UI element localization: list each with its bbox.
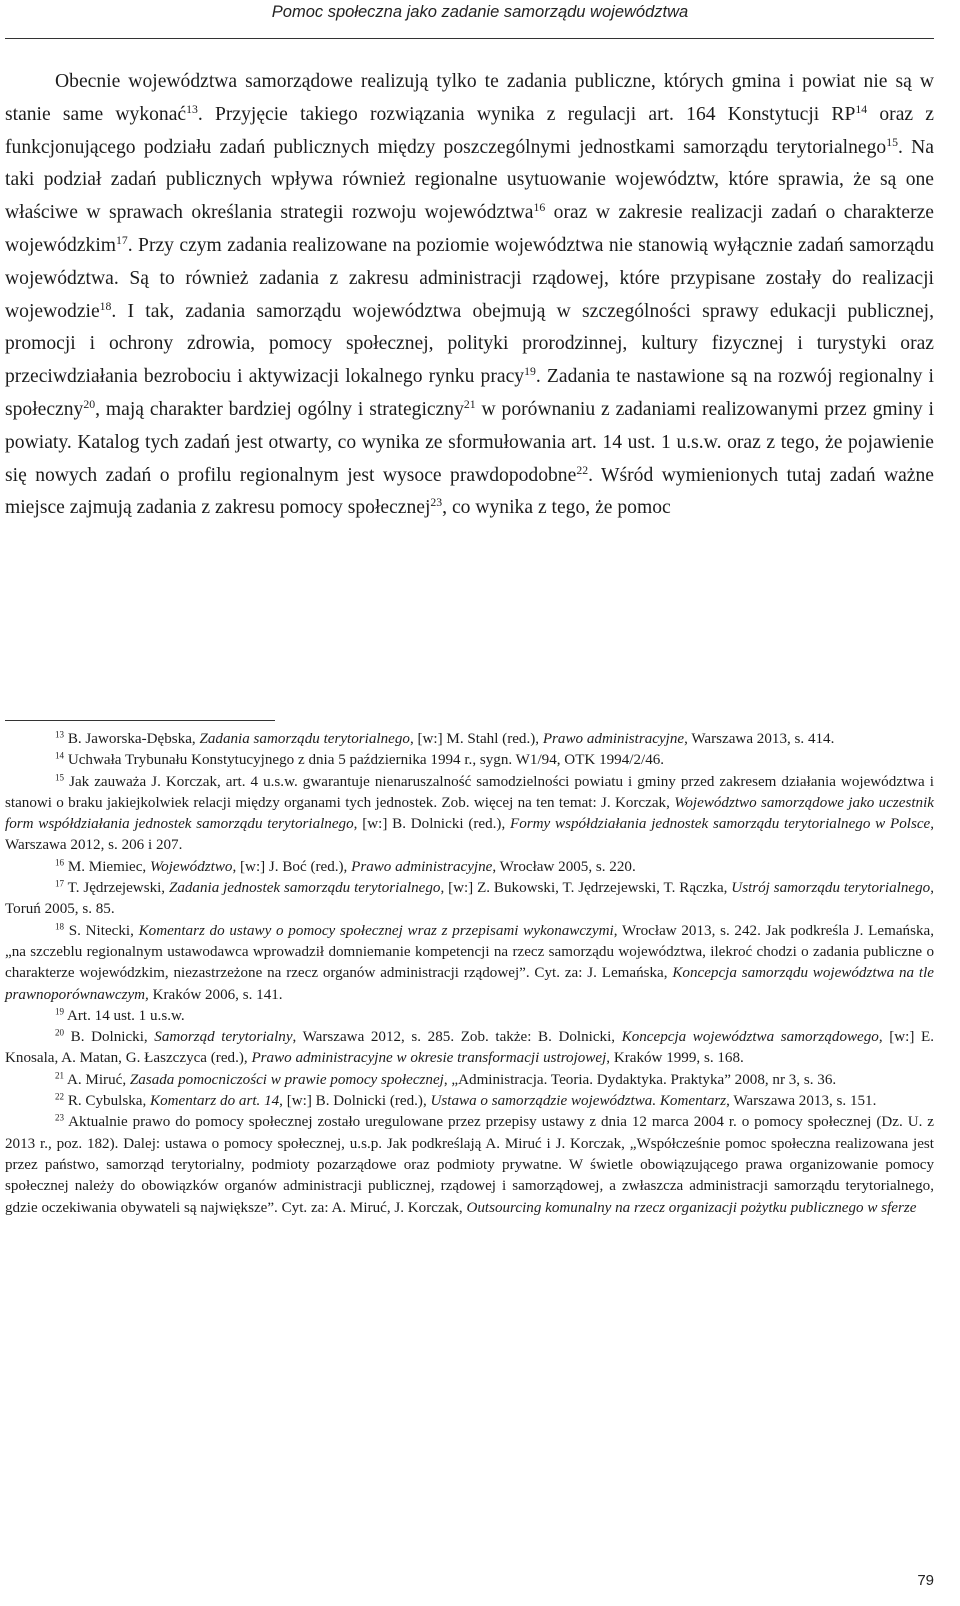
footnote-title: Zadania jednostek samorządu terytorialnego bbox=[168, 880, 441, 897]
footnote bbox=[5, 1070, 934, 1091]
footnote bbox=[5, 750, 934, 771]
footnote-title: Ustrój samorządu terytorialnego bbox=[731, 880, 931, 897]
footnote-text: , Kraków 1999, s. 168. bbox=[606, 1050, 744, 1067]
footnote-text: , „Administracja. Teoria. Dydaktyka. Praktyka” 2008, nr 3, s. 36. bbox=[443, 1071, 837, 1088]
footnote-title: Komentarz do ustawy o pomocy społecznej wraz z przepisami wykonawczymi bbox=[138, 922, 614, 939]
footnote-title: Komentarz do art. 14 bbox=[150, 1093, 280, 1110]
footnote-ref: 19 bbox=[524, 365, 536, 379]
footnote bbox=[5, 878, 934, 921]
body-text: Obecnie województwa samorządowe realizują tylko te zadania publiczne, których gmina i powiat nie są w stanie same wykonać bbox=[5, 71, 934, 125]
footnote bbox=[5, 1112, 934, 1218]
footnote-text: , Toruń 2005, s. 85. bbox=[5, 880, 934, 918]
body-text: . Przy czym zadania realizowane na poziomie województwa nie stanowią wyłącznie zadań samorządu województwa. Są to również zadania z zakresu administracji rządowej, które przypisane zostały do realizacji wojewodzie bbox=[5, 234, 934, 322]
footnote-text: , [w:] E. Knosala, A. Matan, G. Łaszczyca (red.), bbox=[5, 1029, 934, 1067]
body-text: . I tak, zadania samorządu województwa obejmują w szczególności sprawy edukacji publicznej, promocji i ochrony zdrowia, pomocy społecznej, polityki prorodzinnej, kultury fizycznej i turystyki oraz przeciwdziałania bezrobociu i aktywizacji lokalnego rynku pracy bbox=[5, 300, 934, 388]
footnote-title: Ustawa o samorządzie województwa. Komentarz bbox=[430, 1093, 727, 1110]
footnote-ref: 13 bbox=[186, 102, 198, 116]
footnote-text: , Warszawa 2012, s. 206 i 207. bbox=[5, 816, 935, 854]
footnote-text: , Warszawa 2013, s. 414. bbox=[684, 731, 835, 747]
footnote-number: 23 bbox=[55, 1112, 65, 1123]
footnote-number: 22 bbox=[55, 1091, 65, 1102]
footnote-title: Zadania samorządu terytorialnego bbox=[199, 731, 410, 747]
footnote-separator bbox=[5, 720, 275, 721]
footnote-text: , Wrocław 2013, s. 242. Jak podkreśla J. Lemańska, „na szczeblu regionalnym ustawodawca wprowadził domniemanie kompetencji na rzecz samorządu województwa, ilekroć chodzi o zadania publiczne o charakterze wojewódzkim, niezastrzeżone na rzecz organów administracji rządowej”. Cyt. za: J. Lemańska, bbox=[5, 922, 934, 982]
body-text: . Zadania te nastawione są na rozwój regionalny i społeczny bbox=[5, 366, 934, 420]
footnote-ref: 21 bbox=[463, 397, 476, 411]
footnote-text: , [w:] M. Stahl (red.), bbox=[409, 731, 543, 747]
footnote-ref: 16 bbox=[533, 201, 546, 215]
body-text: w porównaniu z zadaniami realizowanymi przez gminy i powiaty. Katalog tych zadań jest otwarty, co wynika ze sformułowania art. 14 ust. 1 u.s.w. oraz z tego, że pojawienie się nowych zadań o profilu regionalnym jest wysoce prawdopodobne bbox=[5, 398, 935, 486]
footnote bbox=[5, 1091, 934, 1112]
footnote bbox=[5, 772, 934, 857]
body-text: , mają charakter bardziej ogólny i strategiczny bbox=[95, 398, 464, 420]
body-text: oraz w zakresie realizacji zadań o charakterze wojewódzkim bbox=[5, 202, 934, 256]
footnote-title: Prawo administracyjne w okresie transformacji ustrojowej bbox=[251, 1050, 607, 1067]
footnotes bbox=[5, 729, 934, 1219]
page-number: 79 bbox=[917, 1572, 934, 1589]
footnote-number: 13 bbox=[55, 729, 65, 740]
footnote-text: A. Miruć, bbox=[64, 1071, 130, 1088]
body-text: . Przyjęcie takiego rozwiązania wynika z regulacji art. 164 Konstytucji RP bbox=[197, 103, 856, 125]
footnote-ref: 15 bbox=[886, 135, 898, 149]
footnote-text: , Warszawa 2012, s. 285. Zob. także: B. Dolnicki, bbox=[292, 1029, 622, 1046]
footnote-text: , [w:] B. Dolnicki (red.), bbox=[353, 816, 510, 833]
body-text: . Na taki podział zadań publicznych wpływa również regionalne usytuowanie województw, które sprawia, że są one właściwe w sprawach określania strategii rozwoju województwa bbox=[5, 136, 934, 224]
footnote-text: B. Jaworska-Dębska, bbox=[64, 731, 200, 747]
footnote-title: Formy współdziałania jednostek samorządu terytorialnego w Polsce bbox=[510, 816, 931, 833]
body-text: . Wśród wymienionych tutaj zadań ważne miejsce zajmują zadania z zakresu pomocy społecznej bbox=[5, 464, 934, 519]
footnote-ref: 20 bbox=[83, 397, 96, 411]
footnote-ref: 23 bbox=[430, 496, 443, 510]
footnote-text: , [w:] J. Boć (red.), bbox=[232, 858, 352, 875]
footnote bbox=[5, 921, 934, 1006]
footnote-ref: 22 bbox=[576, 463, 589, 477]
footnote-title: Koncepcja samorządu województwa na tle prawnoporównawczym, bbox=[5, 965, 934, 1003]
footnote bbox=[5, 729, 934, 750]
footnote bbox=[5, 1027, 934, 1070]
main-paragraph bbox=[5, 66, 934, 525]
footnote-number: 15 bbox=[55, 772, 65, 783]
footnote-text: , [w:] Z. Bukowski, T. Jędrzejewski, T. Rączka, bbox=[440, 880, 732, 897]
header-rule bbox=[5, 38, 934, 39]
footnote bbox=[5, 1006, 934, 1027]
footnote-ref: 18 bbox=[99, 299, 112, 313]
footnote-title: Zasada pomocniczości w prawie pomocy społecznej bbox=[129, 1071, 444, 1088]
footnote-text: M. Miemiec, bbox=[64, 858, 150, 875]
footnote-number: 19 bbox=[55, 1006, 65, 1017]
body-text: oraz z funkcjonującego podziału zadań publicznych między poszczególnymi jednostkami samorządu terytorialnego bbox=[5, 103, 934, 158]
footnote-number: 17 bbox=[55, 878, 65, 889]
footnote-text: Uchwała Trybunału Konstytucyjnego z dnia 5 października 1994 r., sygn. W1/94, OTK 1994/2/46. bbox=[64, 752, 665, 769]
footnote-text: Aktualnie prawo do pomocy społecznej zostało uregulowane przez przepisy ustawy z dnia 12 marca 2004 r. o pomocy społecznej (Dz. U. z 2013 r., poz. 182). Dalej: ustawa o pomocy społecznej, u.s.p. Jak podkreślają A. Miruć i J. Korczak, „Współcześnie pomoc społeczna realizowana jest przez państwo, samorząd terytorialny, podmioty pozarządowe oraz podmioty prywatne. W świetle obowiązującego prawa organizowanie pomocy społecznej należy do obowiązków organów administracji publicznej, rządowej i samorządowej, a zwłaszcza administracji samorządu terytorialnego, gdzie oczekiwania obywateli są największe”. Cyt. za: A. Miruć, J. Korczak, bbox=[5, 1114, 934, 1216]
footnote-text: R. Cybulska, bbox=[64, 1093, 151, 1110]
footnote-title: Prawo administracyjne bbox=[351, 858, 493, 875]
footnote-title: Województwo bbox=[149, 858, 233, 875]
footnote bbox=[5, 857, 934, 878]
footnote-text: S. Nitecki, bbox=[64, 922, 139, 939]
footnote-title: Outsourcing komunalny na rzecz organizacji pożytku publicznego w sferze bbox=[466, 1199, 917, 1216]
footnote-text: , Warszawa 2013, s. 151. bbox=[726, 1093, 877, 1110]
footnote-text: B. Dolnicki, bbox=[64, 1029, 155, 1046]
footnote-title: Województwo samorządowe jako uczestnik form współdziałania jednostek samorządu terytorialnego bbox=[5, 794, 934, 833]
footnote-title: Koncepcja województwa samorządowego bbox=[621, 1029, 879, 1046]
footnote-text: Art. 14 ust. 1 u.s.w. bbox=[64, 1007, 185, 1024]
footnote-ref: 17 bbox=[116, 233, 128, 247]
footnote-number: 21 bbox=[55, 1070, 65, 1081]
footnote-text: Kraków 2006, s. 141. bbox=[148, 986, 283, 1003]
footnote-text: , Wrocław 2005, s. 220. bbox=[492, 858, 636, 875]
footnote-text: , [w:] B. Dolnicki (red.), bbox=[279, 1093, 431, 1110]
footnote-title: Samorząd terytorialny bbox=[154, 1029, 293, 1046]
footnote-number: 14 bbox=[55, 750, 65, 761]
footnote-text: Jak zauważa J. Korczak, art. 4 u.s.w. gwarantuje nienaruszalność samodzielności powiatu i gminy przed zakresem działania województwa i stanowi o braku jakiejkolwiek relacji między organami tych jednostek. Zob. więcej na ten temat: J. Korczak, bbox=[5, 773, 934, 811]
footnote-text: T. Jędrzejewski, bbox=[64, 880, 169, 897]
footnote-number: 16 bbox=[55, 857, 65, 868]
footnote-ref: 14 bbox=[855, 102, 868, 116]
running-head: Pomoc społeczna jako zadanie samorządu województwa bbox=[271, 3, 689, 21]
footnote-number: 20 bbox=[55, 1027, 65, 1038]
footnote-title: Prawo administracyjne bbox=[542, 731, 685, 747]
body-text: , co wynika z tego, że pomoc bbox=[442, 497, 671, 519]
footnote-number: 18 bbox=[55, 921, 65, 932]
